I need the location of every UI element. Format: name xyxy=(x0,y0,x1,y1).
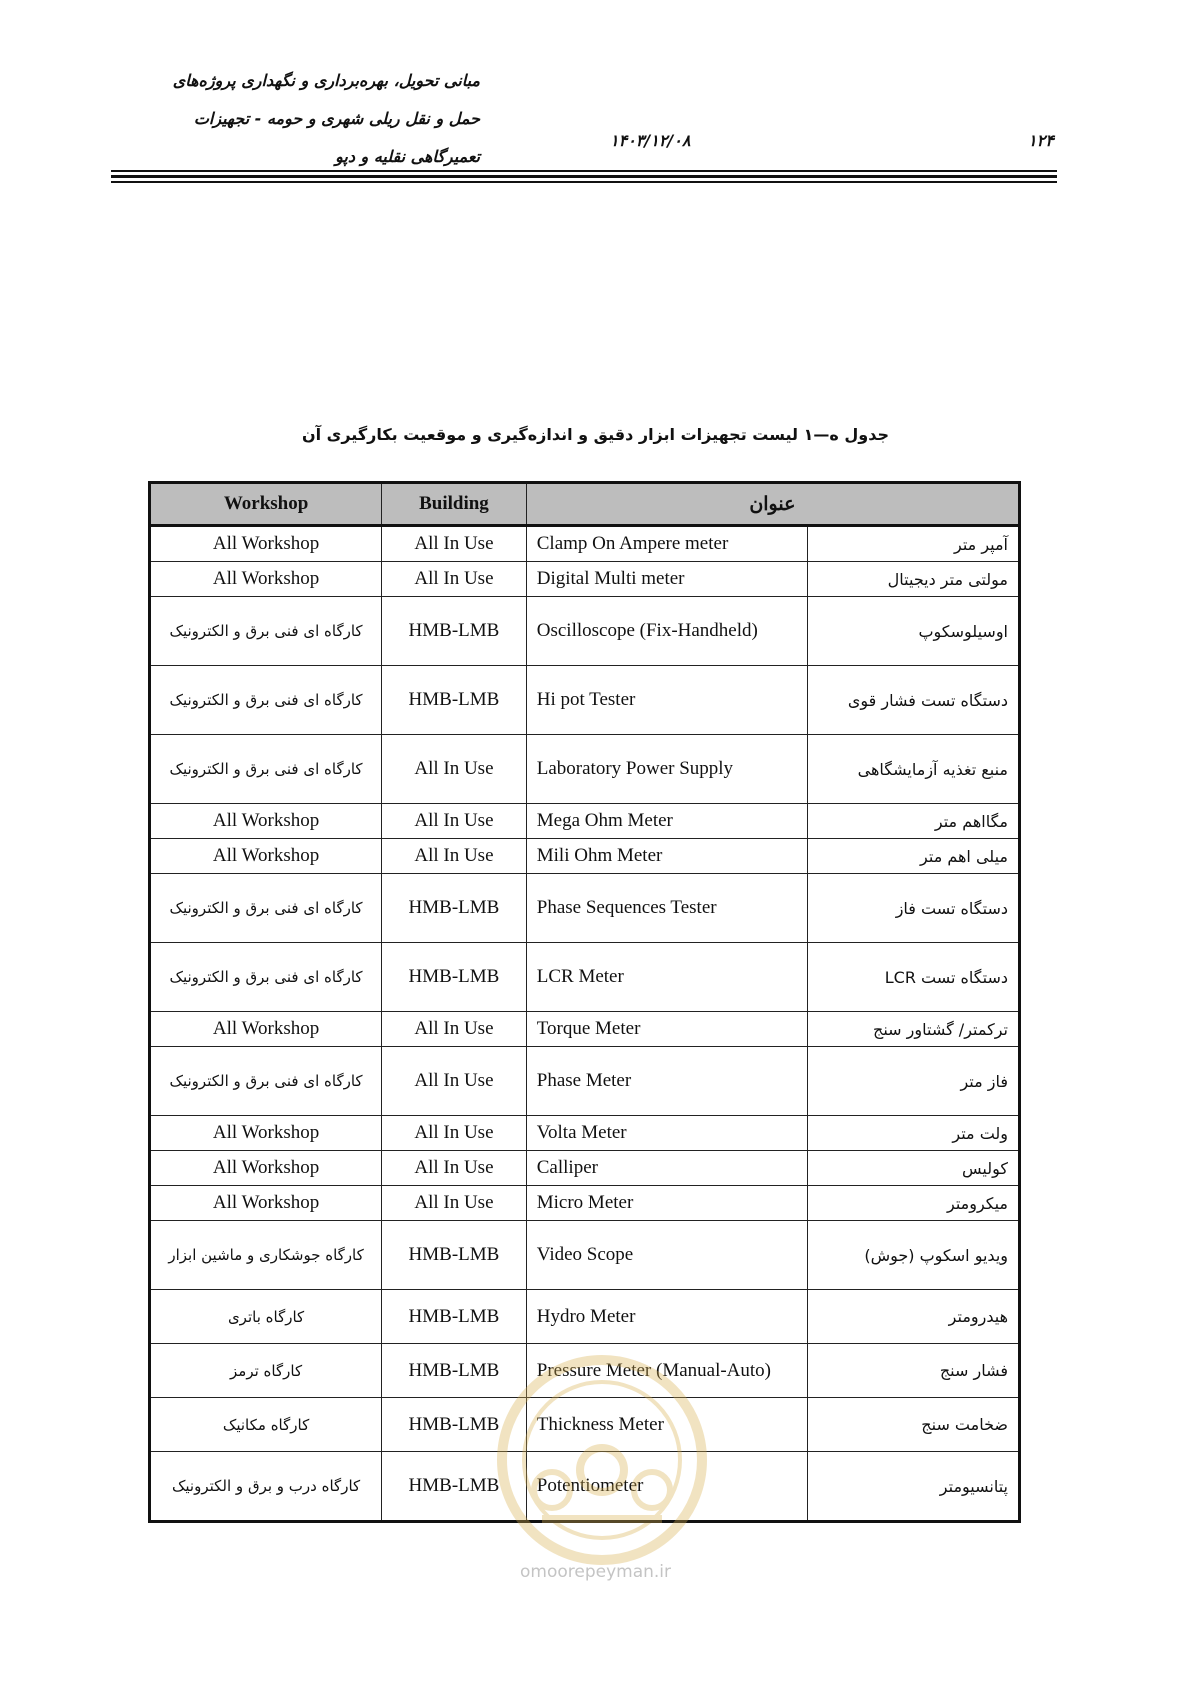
cell-title-persian: ضخامت سنج xyxy=(807,1398,1019,1452)
cell-workshop: کارگاه جوشکاری و ماشین ابزار xyxy=(150,1221,382,1290)
table-row xyxy=(150,1344,1020,1398)
cell-workshop: کارگاه درب و برق و الکترونیک xyxy=(150,1452,382,1522)
cell-title-persian: مگااهم متر xyxy=(807,804,1019,839)
cell-title-english: Potentiometer xyxy=(526,1452,807,1522)
cell-title-english: Pressure Meter (Manual-Auto) xyxy=(526,1344,807,1398)
cell-building: All In Use xyxy=(382,735,527,804)
table-row xyxy=(150,666,1020,735)
cell-title-english: Calliper xyxy=(526,1151,807,1186)
cell-title-english: Torque Meter xyxy=(526,1012,807,1047)
cell-title-english: Hydro Meter xyxy=(526,1290,807,1344)
cell-workshop: All Workshop xyxy=(150,1186,382,1221)
column-header-building: Building xyxy=(382,483,527,526)
cell-building: All In Use xyxy=(382,1186,527,1221)
cell-workshop: All Workshop xyxy=(150,839,382,874)
cell-workshop: All Workshop xyxy=(150,1151,382,1186)
table-row xyxy=(150,1151,1020,1186)
cell-title-english: Digital Multi meter xyxy=(526,562,807,597)
cell-workshop: کارگاه مکانیک xyxy=(150,1398,382,1452)
table-row xyxy=(150,1290,1020,1344)
header-rule xyxy=(111,170,1057,172)
cell-building: HMB-LMB xyxy=(382,1221,527,1290)
cell-title-english: Phase Meter xyxy=(526,1047,807,1116)
header-date: ۱۴۰۳/۱۲/۰۸ xyxy=(610,131,691,150)
cell-workshop: کارگاه ای فنی برق و الکترونیک xyxy=(150,666,382,735)
cell-title-persian: دستگاه تست فشار قوی xyxy=(807,666,1019,735)
cell-building: All In Use xyxy=(382,526,527,562)
cell-building: HMB-LMB xyxy=(382,943,527,1012)
cell-title-persian: ویدیو اسکوپ (جوش) xyxy=(807,1221,1019,1290)
cell-title-persian: فاز متر xyxy=(807,1047,1019,1116)
cell-workshop: All Workshop xyxy=(150,526,382,562)
cell-title-persian: هیدرومتر xyxy=(807,1290,1019,1344)
column-header-workshop: Workshop xyxy=(150,483,382,526)
table-row xyxy=(150,1452,1020,1522)
cell-workshop: کارگاه ای فنی برق و الکترونیک xyxy=(150,943,382,1012)
cell-title-persian: مولتی متر دیجیتال xyxy=(807,562,1019,597)
cell-building: HMB-LMB xyxy=(382,1398,527,1452)
header-title-line-1: مبانی تحویل، بهره‌برداری و نگهداری پروژه‌های xyxy=(172,71,480,90)
cell-building: HMB-LMB xyxy=(382,874,527,943)
cell-building: HMB-LMB xyxy=(382,1452,527,1522)
cell-title-persian: ترکمتر/ گشتاور سنج xyxy=(807,1012,1019,1047)
cell-title-english: Thickness Meter xyxy=(526,1398,807,1452)
table-row xyxy=(150,874,1020,943)
cell-building: HMB-LMB xyxy=(382,1344,527,1398)
cell-title-english: Clamp On Ampere meter xyxy=(526,526,807,562)
cell-title-persian: پتانسیومتر xyxy=(807,1452,1019,1522)
table-row xyxy=(150,1116,1020,1151)
table-row xyxy=(150,735,1020,804)
cell-title-persian: ولت متر xyxy=(807,1116,1019,1151)
cell-title-english: Phase Sequences Tester xyxy=(526,874,807,943)
cell-title-english: Micro Meter xyxy=(526,1186,807,1221)
table-caption: جدول ه—۱ لیست تجهیزات ابزار دقیق و اندازه‌گیری و موقعیت بکارگیری آن xyxy=(301,425,890,444)
cell-title-persian: منبع تغذیه آزمایشگاهی xyxy=(807,735,1019,804)
cell-workshop: All Workshop xyxy=(150,562,382,597)
cell-building: HMB-LMB xyxy=(382,1290,527,1344)
table-row xyxy=(150,1398,1020,1452)
table-row xyxy=(150,562,1020,597)
table-row xyxy=(150,943,1020,1012)
cell-building: All In Use xyxy=(382,804,527,839)
header-rule xyxy=(111,181,1057,183)
header-title-line-3: تعمیرگاهی نقلیه و دپو xyxy=(335,147,480,166)
cell-title-persian: کولیس xyxy=(807,1151,1019,1186)
table-row xyxy=(150,597,1020,666)
table-row xyxy=(150,526,1020,562)
cell-workshop: All Workshop xyxy=(150,804,382,839)
watermark-site-text: omoorepeyman.ir xyxy=(519,1562,672,1582)
table-header-row xyxy=(150,483,1020,526)
cell-title-english: Hi pot Tester xyxy=(526,666,807,735)
header-title-line-2: حمل و نقل ریلی شهری و حومه - تجهیزات xyxy=(193,109,480,128)
cell-title-english: Video Scope xyxy=(526,1221,807,1290)
cell-building: All In Use xyxy=(382,1012,527,1047)
cell-workshop: All Workshop xyxy=(150,1012,382,1047)
cell-building: All In Use xyxy=(382,839,527,874)
cell-workshop: کارگاه ای فنی برق و الکترونیک xyxy=(150,874,382,943)
cell-building: All In Use xyxy=(382,562,527,597)
page-number: ۱۲۴ xyxy=(1028,131,1054,150)
table-row xyxy=(150,804,1020,839)
cell-title-persian: میکرومتر xyxy=(807,1186,1019,1221)
cell-building: All In Use xyxy=(382,1151,527,1186)
cell-workshop: کارگاه ترمز xyxy=(150,1344,382,1398)
cell-workshop: کارگاه ای فنی برق و الکترونیک xyxy=(150,735,382,804)
cell-title-english: LCR Meter xyxy=(526,943,807,1012)
cell-title-persian: اوسیلوسکوپ xyxy=(807,597,1019,666)
column-header-title: عنوان xyxy=(526,483,1019,526)
document-header-title xyxy=(130,62,480,176)
cell-title-persian: دستگاه تست LCR xyxy=(807,943,1019,1012)
cell-title-english: Volta Meter xyxy=(526,1116,807,1151)
table-body xyxy=(150,526,1020,1522)
header-rule xyxy=(111,175,1057,178)
cell-workshop: All Workshop xyxy=(150,1116,382,1151)
cell-building: HMB-LMB xyxy=(382,597,527,666)
cell-building: HMB-LMB xyxy=(382,666,527,735)
cell-title-english: Laboratory Power Supply xyxy=(526,735,807,804)
table-row xyxy=(150,839,1020,874)
table-row xyxy=(150,1047,1020,1116)
cell-workshop: کارگاه ای فنی برق و الکترونیک xyxy=(150,597,382,666)
cell-workshop: کارگاه ای فنی برق و الکترونیک xyxy=(150,1047,382,1116)
cell-title-persian: فشار سنج xyxy=(807,1344,1019,1398)
cell-building: All In Use xyxy=(382,1047,527,1116)
table-row xyxy=(150,1012,1020,1047)
table-row xyxy=(150,1186,1020,1221)
cell-title-persian: آمپر متر xyxy=(807,526,1019,562)
equipment-table xyxy=(148,481,1021,1523)
cell-title-persian: دستگاه تست فاز xyxy=(807,874,1019,943)
cell-building: All In Use xyxy=(382,1116,527,1151)
table-row xyxy=(150,1221,1020,1290)
cell-title-persian: میلی اهم متر xyxy=(807,839,1019,874)
cell-title-english: Mega Ohm Meter xyxy=(526,804,807,839)
cell-workshop: کارگاه باتری xyxy=(150,1290,382,1344)
cell-title-english: Mili Ohm Meter xyxy=(526,839,807,874)
cell-title-english: Oscilloscope (Fix-Handheld) xyxy=(526,597,807,666)
